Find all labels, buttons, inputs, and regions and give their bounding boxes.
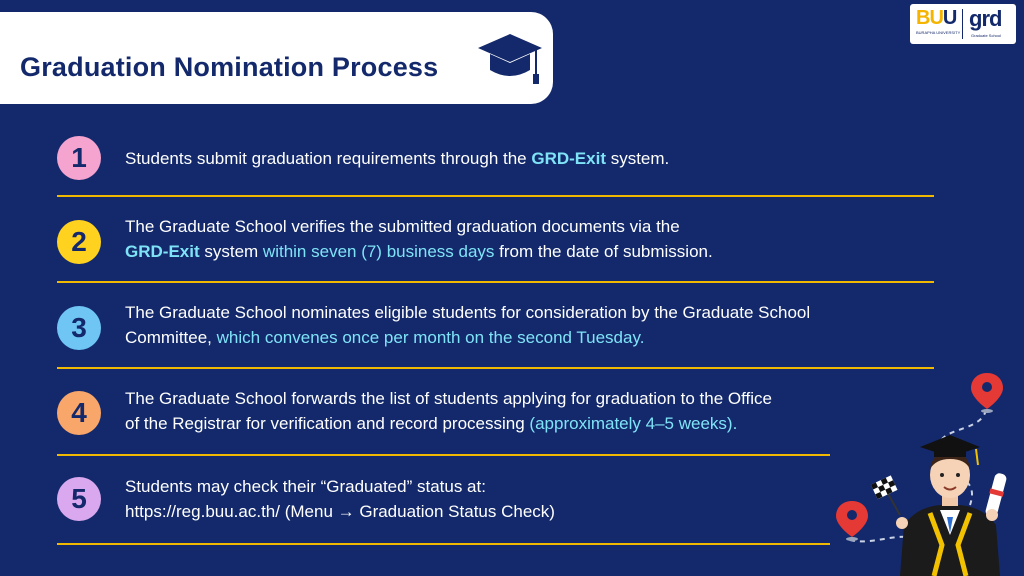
logo-grd-subtitle: Graduate School [971,33,1002,38]
graduate-student-illustration [830,365,1020,576]
graduation-cap-icon [476,30,544,92]
divider [57,195,934,197]
divider [57,281,934,283]
step-number: 3 [71,312,87,343]
step-number-badge [57,136,101,180]
step-number: 2 [71,226,87,257]
step-text: Students may check their “Graduated” status at: https://reg.buu.ac.th/ (Menu → Graduation Status Check) [125,474,555,524]
step-text: The Graduate School forwards the list of students applying for graduation to the Office of the Registrar for verification and record processing (approximately 4–5 weeks). [125,389,773,433]
divider [57,367,934,369]
divider [57,543,830,545]
logo-buu-a: BU [916,7,943,29]
title-banner [0,12,553,104]
status-check-link[interactable]: https://reg.buu.ac.th/ (Menu → Graduation Status Check) [125,502,555,521]
checkered-flag-icon [871,475,900,515]
page-title: Graduation Nomination Process [20,52,439,82]
step-number: 1 [71,142,87,173]
step-text: The Graduate School verifies the submitted graduation documents via the GRD-Exit system within seven (7) business days from the date of submission. [125,217,713,261]
map-pin-icon [836,501,868,541]
university-logo [910,4,1016,44]
step-text: Students submit graduation requirements through the GRD-Exit system. [125,149,670,168]
step-number-badge [57,306,101,350]
step-number-badge [57,220,101,264]
step-number: 5 [71,483,87,514]
logo-university-name: BURAPHA UNIVERSITY [916,30,961,35]
logo-grd: grd [969,6,1002,31]
map-pin-icon [971,373,1003,413]
step-number-badge [57,477,101,521]
step-text: The Graduate School nominates eligible students for consideration by the Graduate School Committee, which convenes once per month on the second Tuesday. [125,303,811,347]
step-number-badge [57,391,101,435]
divider [57,454,830,456]
step-number: 4 [71,397,87,428]
logo-buu-b: U [942,7,957,29]
